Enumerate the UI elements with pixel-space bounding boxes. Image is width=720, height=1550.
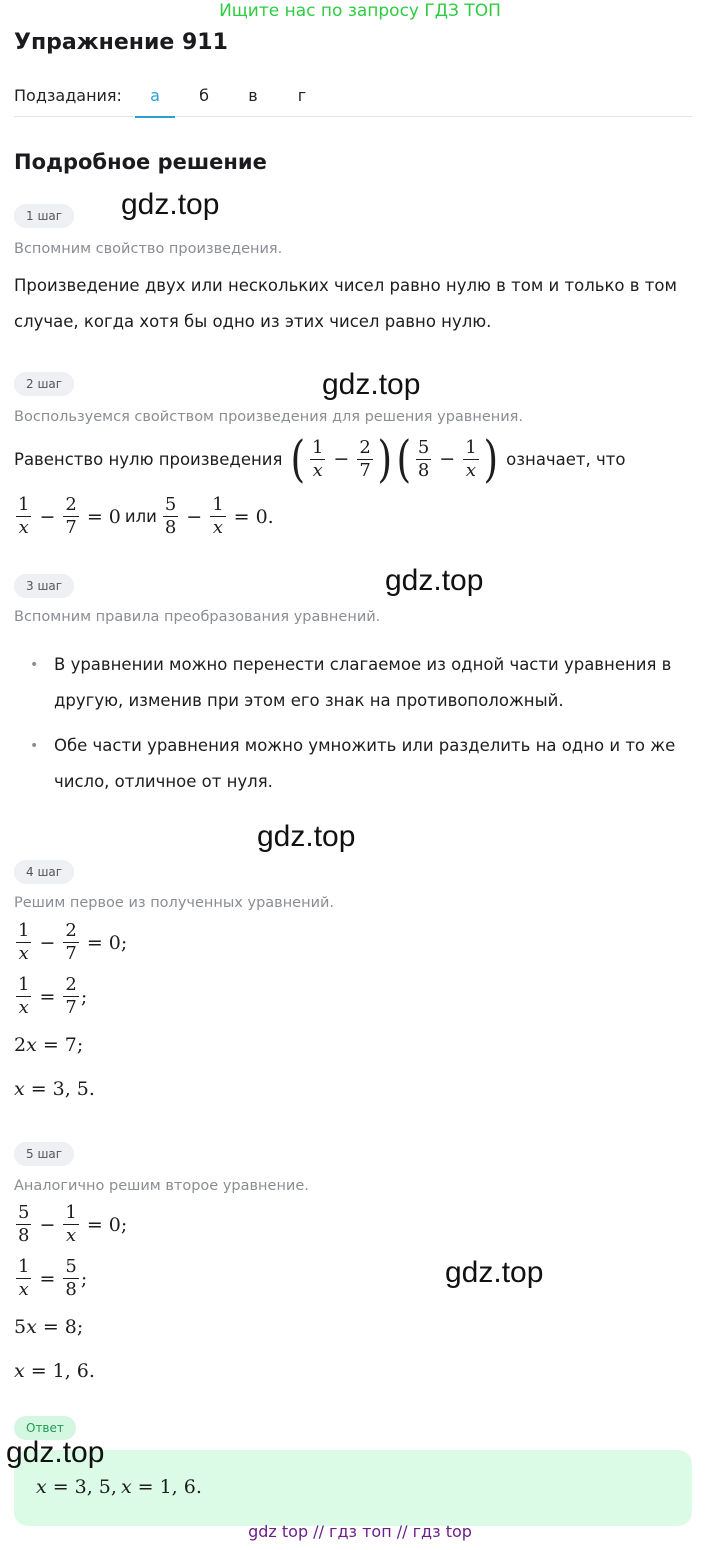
watermark: gdz.top: [445, 1256, 544, 1289]
step-4-eq-3: 2 x = 7;: [14, 1034, 84, 1056]
step-3-bullet-2: • Обе части уравнения можно умножить или разделить на одно и то же число, отличное от нуля.: [54, 728, 694, 800]
step-2-badge: 2 шаг: [14, 372, 74, 396]
tab-g[interactable]: г: [297, 86, 307, 105]
watermark: gdz.top: [121, 188, 220, 221]
search-banner: Ищите нас по запросу ГДЗ ТОП: [219, 1, 501, 21]
solution-title: Подробное решение: [14, 150, 267, 174]
step-3-bullet-1: • В уравнении можно перенести слагаемое из одной части уравнения в другую, изменив при этом его знак на противоположный.: [54, 647, 694, 719]
step-1-text: Произведение двух или нескольких чисел равно нулю в том и только в том случае, когда хотя бы одно из этих чисел равно нулю.: [14, 276, 677, 331]
page-title: Упражнение 911: [14, 30, 228, 55]
step-3-hint: Вспомним правила преобразования уравнений.: [14, 609, 381, 625]
tab-a[interactable]: а: [135, 86, 175, 118]
footer-links[interactable]: gdz top // гдз топ // гдз top: [248, 1522, 472, 1541]
watermark: gdz.top: [6, 1436, 105, 1469]
step-4-badge: 4 шаг: [14, 860, 74, 884]
step-5-eq-3: 5 x = 8;: [14, 1316, 84, 1338]
step-1-badge: 1 шаг: [14, 204, 74, 228]
watermark: gdz.top: [322, 368, 421, 401]
step-5-badge: 5 шаг: [14, 1142, 74, 1166]
subtasks-label: Подзадания:: [14, 86, 122, 105]
step-2-text-after: означает, что: [506, 449, 626, 469]
watermark: gdz.top: [385, 564, 484, 597]
step-2-hint: Воспользуемся свойством произведения для решения уравнения.: [14, 409, 523, 425]
step-4-eq-1: $\frac{1}{x}$ − $\frac{2}{7}$ = 0;: [18, 920, 128, 964]
tab-v[interactable]: в: [248, 86, 258, 105]
answer-value: x = 3, 5, x = 1, 6.: [36, 1476, 202, 1498]
step-1-hint: Вспомним свойство произведения.: [14, 241, 283, 257]
step-2-text-before: Равенство нулю произведения: [14, 449, 283, 469]
step-5-eq-2: $\frac{1}{x}$ = $\frac{5}{8}$ ;: [18, 1256, 88, 1300]
step-4-eq-4: x = 3, 5.: [14, 1078, 95, 1100]
step-2-product-line: Равенство нулю произведения ( $\frac{1}{x}$ − $\frac{2}{7}$ ) ( $\frac{5}{8}$ − $\frac{1}{x}$ ) означает, что: [14, 430, 626, 488]
step-5-eq-1: $\frac{5}{8}$ − $\frac{1}{x}$ = 0;: [18, 1202, 128, 1246]
answer-box: [14, 1450, 692, 1526]
step-4-hint: Решим первое из полученных уравнений.: [14, 895, 335, 911]
tab-b[interactable]: б: [199, 86, 209, 105]
step-2-equations: $\frac{1}{x}$ − $\frac{2}{7}$ = 0 или $\frac{5}{8}$ − $\frac{1}{x}$ = 0.: [18, 494, 274, 538]
watermark: gdz.top: [257, 820, 356, 853]
step-4-eq-2: $\frac{1}{x}$ = $\frac{2}{7}$ ;: [18, 974, 88, 1018]
step-2-or: или: [124, 507, 157, 526]
step-3-badge: 3 шаг: [14, 574, 74, 598]
step-5-hint: Аналогично решим второе уравнение.: [14, 1178, 309, 1194]
answer-badge: Ответ: [14, 1416, 76, 1440]
step-5-eq-4: x = 1, 6.: [14, 1360, 95, 1382]
subtasks-bar: [14, 84, 692, 117]
